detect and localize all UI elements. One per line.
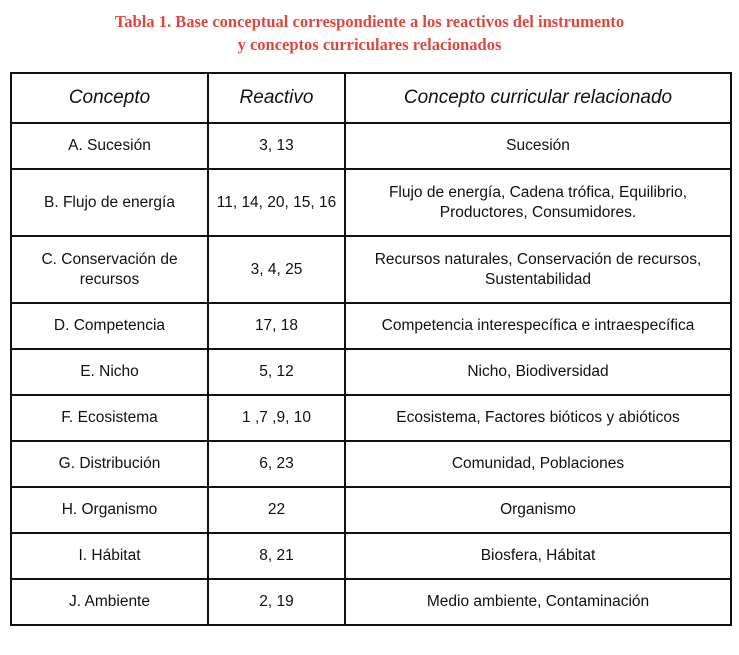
table-row	[11, 441, 731, 487]
cell-concepto: B. Flujo de energía	[11, 169, 208, 236]
cell-reactivo: 2, 19	[208, 579, 345, 625]
cell-concepto-curricular: Sucesión	[345, 123, 731, 169]
cell-concepto: I. Hábitat	[11, 533, 208, 579]
cell-concepto-curricular: Organismo	[345, 487, 731, 533]
cell-concepto: H. Organismo	[11, 487, 208, 533]
cell-concepto-curricular: Nicho, Biodiversidad	[345, 349, 731, 395]
cell-reactivo: 3, 4, 25	[208, 236, 345, 303]
concept-table	[10, 72, 732, 626]
table-row	[11, 395, 731, 441]
header-concepto-curricular: Concepto curricular relacionado	[345, 73, 731, 123]
header-reactivo: Reactivo	[208, 73, 345, 123]
cell-reactivo: 5, 12	[208, 349, 345, 395]
cell-reactivo: 17, 18	[208, 303, 345, 349]
cell-reactivo: 1 ,7 ,9, 10	[208, 395, 345, 441]
cell-reactivo: 3, 13	[208, 123, 345, 169]
table-row	[11, 303, 731, 349]
table-row	[11, 169, 731, 236]
cell-concepto-curricular: Flujo de energía, Cadena trófica, Equilibrio, Productores, Consumidores.	[345, 169, 731, 236]
table-row	[11, 236, 731, 303]
cell-concepto: D. Competencia	[11, 303, 208, 349]
cell-concepto-curricular: Medio ambiente, Contaminación	[345, 579, 731, 625]
caption-line-2: y conceptos curriculares relacionados	[237, 35, 502, 54]
cell-concepto: A. Sucesión	[11, 123, 208, 169]
cell-reactivo: 11, 14, 20, 15, 16	[208, 169, 345, 236]
cell-reactivo: 22	[208, 487, 345, 533]
cell-concepto: F. Ecosistema	[11, 395, 208, 441]
cell-concepto-curricular: Biosfera, Hábitat	[345, 533, 731, 579]
header-concepto: Concepto	[11, 73, 208, 123]
cell-concepto-curricular: Competencia interespecífica e intraespecífica	[345, 303, 731, 349]
table-row	[11, 579, 731, 625]
cell-concepto-curricular: Recursos naturales, Conservación de recursos, Sustentabilidad	[345, 236, 731, 303]
cell-concepto: G. Distribución	[11, 441, 208, 487]
table-header-row	[11, 73, 731, 123]
cell-concepto: J. Ambiente	[11, 579, 208, 625]
table-row	[11, 349, 731, 395]
table-row	[11, 123, 731, 169]
table-row	[11, 533, 731, 579]
cell-concepto-curricular: Comunidad, Poblaciones	[345, 441, 731, 487]
cell-concepto-curricular: Ecosistema, Factores bióticos y abióticos	[345, 395, 731, 441]
cell-reactivo: 6, 23	[208, 441, 345, 487]
cell-reactivo: 8, 21	[208, 533, 345, 579]
table-caption	[0, 10, 739, 56]
cell-concepto: E. Nicho	[11, 349, 208, 395]
cell-concepto: C. Conservación de recursos	[11, 236, 208, 303]
caption-line-1: Tabla 1. Base conceptual correspondiente a los reactivos del instrumento	[114, 12, 625, 31]
table-row	[11, 487, 731, 533]
